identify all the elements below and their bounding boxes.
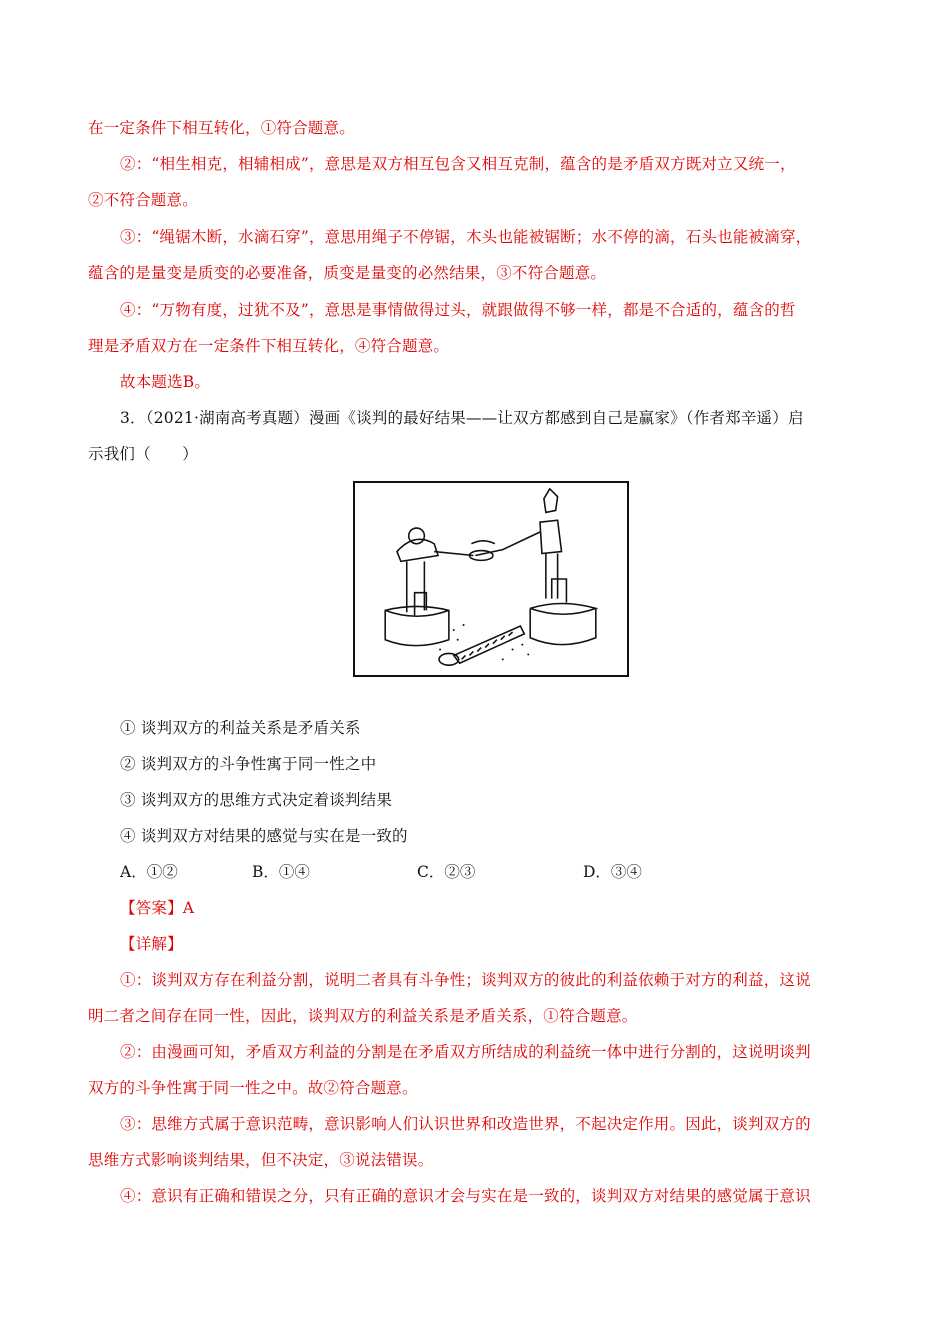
detail-line: 明二者之间存在同一性，因此，谈判双方的利益关系是矛盾关系，①符合题意。 [88, 1007, 638, 1025]
explanation-line: ②不符合题意。 [88, 191, 198, 209]
detail-line: 双方的斗争性寓于同一性之中。故②符合题意。 [88, 1079, 418, 1097]
statement-item: ① 谈判双方的利益关系是矛盾关系 [120, 719, 361, 737]
explanation-line: 理是矛盾双方在一定条件下相互转化，④符合题意。 [88, 337, 450, 355]
option-b[interactable]: B．①④ [252, 863, 310, 881]
explanation-line: ④：“万物有度，过犹不及”，意思是事情做得过头，就跟做得不够一样，都是不合适的，蕴含的哲 [120, 301, 796, 319]
explanation-line: 在一定条件下相互转化，①符合题意。 [88, 119, 355, 137]
conclusion-line: 故本题选B。 [120, 373, 211, 391]
option-c[interactable]: C．②③ [417, 863, 476, 881]
statement-item: ③ 谈判双方的思维方式决定着谈判结果 [120, 791, 393, 809]
question-stem-continued: 示我们（ ） [88, 445, 198, 463]
cartoon-drawing [355, 483, 627, 675]
detail-line: ①：谈判双方存在利益分割，说明二者具有斗争性；谈判双方的彼此的利益依赖于对方的利益，这说 [120, 971, 811, 989]
option-d[interactable]: D．③④ [583, 863, 642, 881]
answer-label: 【答案】A [120, 899, 195, 917]
option-a[interactable]: A．①② [120, 863, 178, 881]
detail-line: 思维方式影响谈判结果，但不决定，③说法错误。 [88, 1151, 434, 1169]
explanation-line: 蕴含的是量变是质变的必要准备，质变是量变的必然结果，③不符合题意。 [88, 264, 607, 282]
negotiation-cartoon-image [353, 481, 629, 677]
question-stem: 3．（2021·湖南高考真题）漫画《谈判的最好结果——让双方都感到自己是赢家》（作者郑辛遥）启 [120, 409, 804, 427]
statement-item: ④ 谈判双方对结果的感觉与实在是一致的 [120, 827, 408, 845]
detail-line: ②：由漫画可知，矛盾双方利益的分割是在矛盾双方所结成的利益统一体中进行分割的，这说明谈判 [120, 1043, 811, 1061]
statement-item: ② 谈判双方的斗争性寓于同一性之中 [120, 755, 377, 773]
detail-label: 【详解】 [120, 935, 183, 953]
detail-line: ④：意识有正确和错误之分，只有正确的意识才会与实在是一致的，谈判双方对结果的感觉属于意识 [120, 1187, 811, 1205]
explanation-line: ②：“相生相克，相辅相成”，意思是双方相互包含又相互克制，蕴含的是矛盾双方既对立又统一， [120, 155, 796, 173]
explanation-line: ③：“绳锯木断，水滴石穿”，意思用绳子不停锯，木头也能被锯断；水不停的滴，石头也能被滴穿， [120, 228, 812, 246]
detail-line: ③：思维方式属于意识范畴，意识影响人们认识世界和改造世界，不起决定作用。因此，谈判双方的 [120, 1115, 811, 1133]
